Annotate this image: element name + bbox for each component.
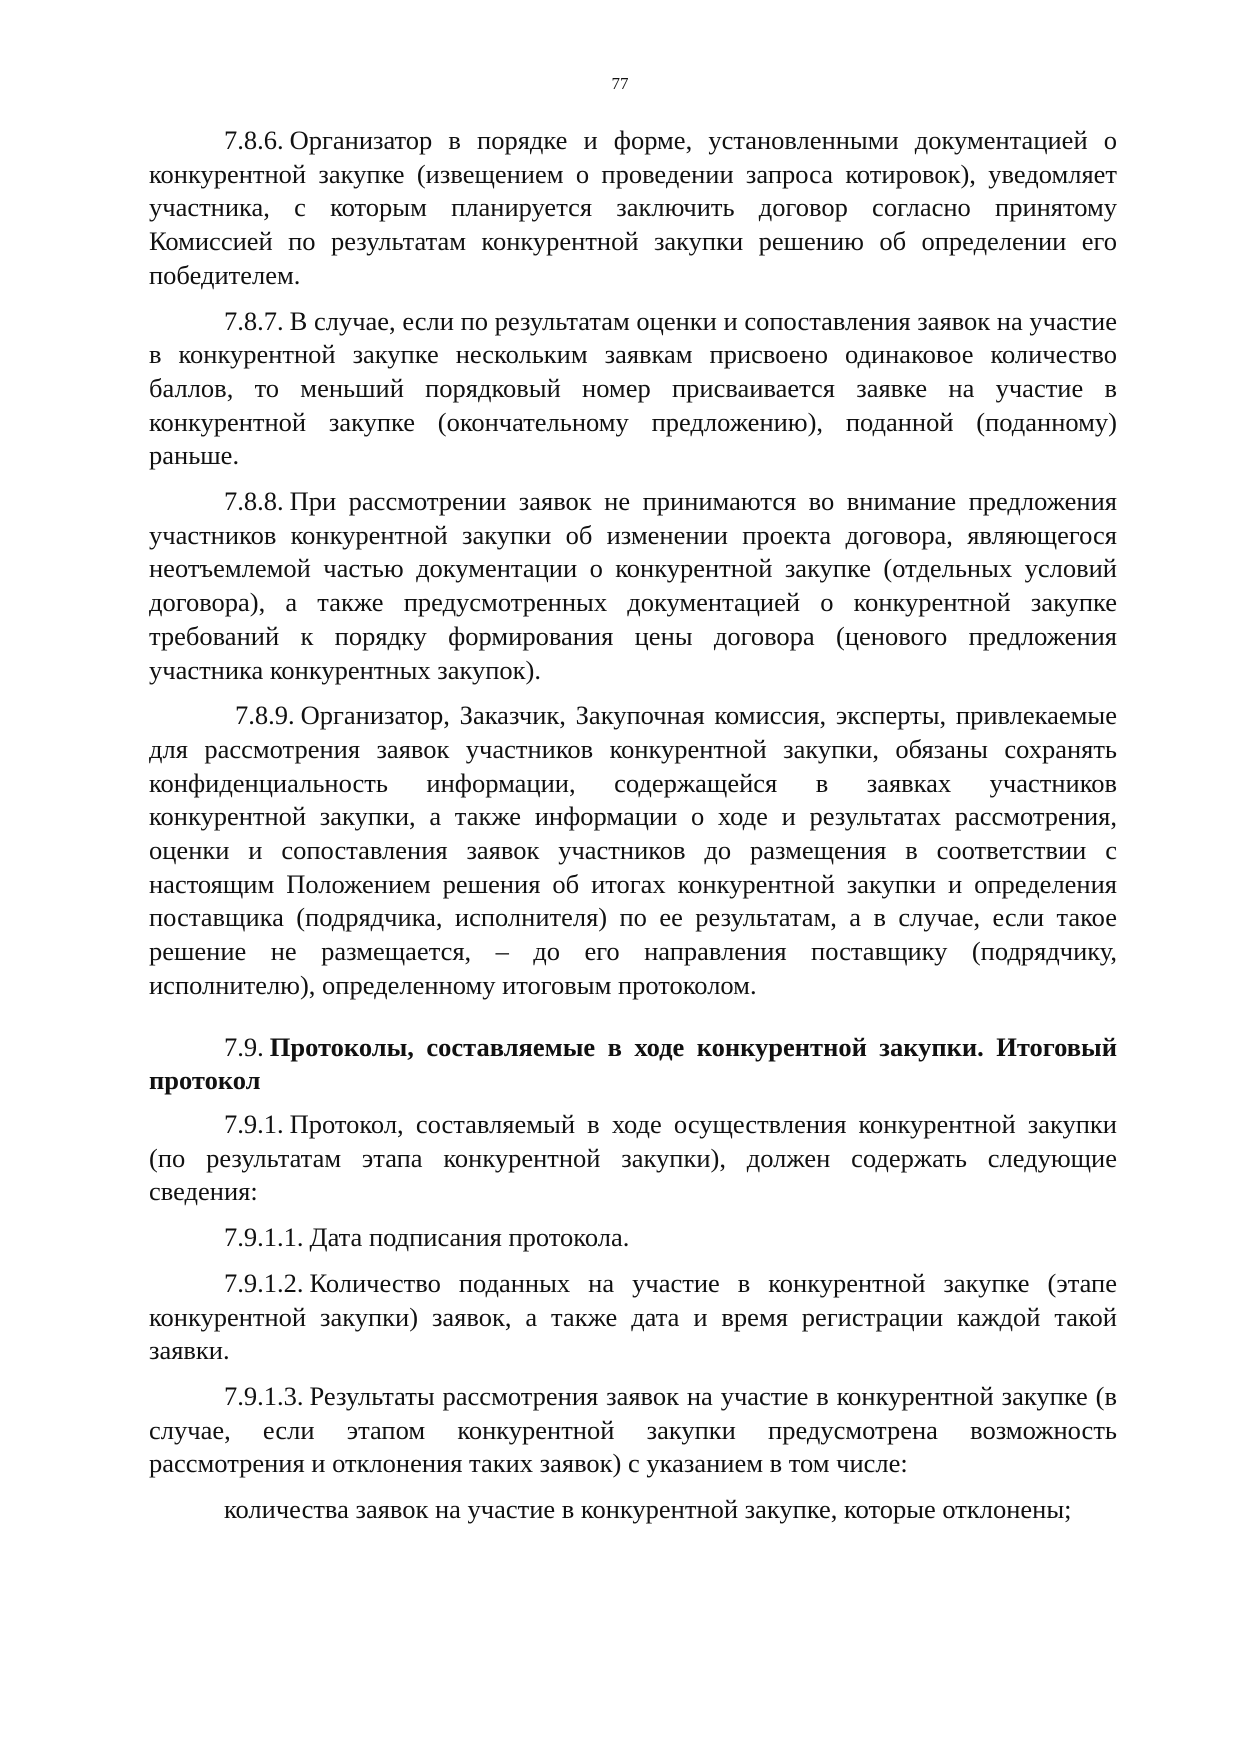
paragraph-number: 7.9.1. — [224, 1108, 284, 1139]
paragraph-number: 7.8.6. — [224, 125, 284, 155]
document-body — [149, 124, 1117, 1539]
paragraph-text: Дата подписания протокола. — [309, 1222, 630, 1253]
paragraph-number: 7.9.1.1. — [224, 1222, 304, 1253]
paragraph-number: 7.8.8. — [224, 486, 284, 517]
section-number: 7.9. — [224, 1031, 264, 1062]
paragraph-7-9-1 — [149, 1108, 1117, 1209]
paragraph-rejected-count — [149, 1493, 1117, 1527]
paragraph-7-8-7 — [149, 305, 1117, 474]
page-number: 77 — [611, 74, 629, 93]
paragraph-text: Организатор, Заказчик, Закупочная комиссия, эксперты, привлекаемые для рассмотрения заявок участников конкурентной закупки, обязаны сохранять конфиденциальность информации, содержащейся в заявках участников конкурентной закупки, а также информации о ходе и результатах рассмотрения, оценки и сопоставления заявок участников до размещения в соответствии с настоящим Положением решения об итогах конкурентной закупки и определения поставщика (подрядчика, исполнителя) по ее результатам, а в случае, если такое решение не размещается, – до его направления поставщику (подрядчику, исполнителю), определенному итоговым протоколом. — [149, 700, 1117, 1000]
paragraph-number: 7.8.9. — [235, 700, 295, 731]
paragraph-text: количества заявок на участие в конкурентной закупке, которые отклонены; — [224, 1494, 1072, 1525]
paragraph-7-8-9 — [149, 699, 1117, 1002]
paragraph-7-9-1-3 — [149, 1380, 1117, 1481]
paragraph-7-8-8 — [149, 485, 1117, 687]
paragraph-text: При рассмотрении заявок не принимаются во внимание предложения участников конкурентной закупки об изменении проекта договора, являющегося неотъемлемой частью документации о конкурентной закупке (отдельных условий договора), а также предусмотренных документацией о конкурентной закупке требований к порядку формирования цены договора (ценового предложения участника конкурентных закупок). — [149, 486, 1117, 685]
paragraph-text: Протокол, составляемый в ходе осуществления конкурентной закупки (по результатам этапа конкурентной закупки), должен содержать следующие сведения: — [149, 1108, 1117, 1207]
paragraph-number: 7.9.1.3. — [224, 1380, 304, 1411]
paragraph-7-9-1-2 — [149, 1267, 1117, 1368]
paragraph-7-8-6 — [149, 124, 1117, 293]
paragraph-7-9-1-1 — [149, 1221, 1117, 1255]
paragraph-text: В случае, если по результатам оценки и сопоставления заявок на участие в конкурентной закупке нескольким заявкам присвоено одинаковое количество баллов, то меньший порядковый номер присваивается заявке на участие в конкурентной закупке (окончательному предложению), поданной (поданному) раньше. — [149, 305, 1117, 471]
section-heading-7-9 — [149, 1031, 1117, 1098]
paragraph-number: 7.9.1.2. — [224, 1267, 304, 1298]
paragraph-text: Количество поданных на участие в конкурентной закупке (этапе конкурентной закупки) заявок, а также дата и время регистрации каждой такой заявки. — [149, 1267, 1117, 1366]
section-title: Протоколы, составляемые в ходе конкурентной закупки. Итоговый протокол — [149, 1031, 1117, 1096]
paragraph-number: 7.8.7. — [224, 305, 284, 336]
paragraph-text: Организатор в порядке и форме, установленными документацией о конкурентной закупке (извещением о проведении запроса котировок), уведомляет участника, с которым планируется заключить договор согласно принятому Комиссией по результатам конкурентной закупки решению об определении его победителем. — [149, 125, 1117, 290]
paragraph-text: Результаты рассмотрения заявок на участие в конкурентной закупке (в случае, если этапом конкурентной закупки предусмотрена возможность рассмотрения и отклонения таких заявок) с указанием в том числе: — [149, 1380, 1117, 1479]
